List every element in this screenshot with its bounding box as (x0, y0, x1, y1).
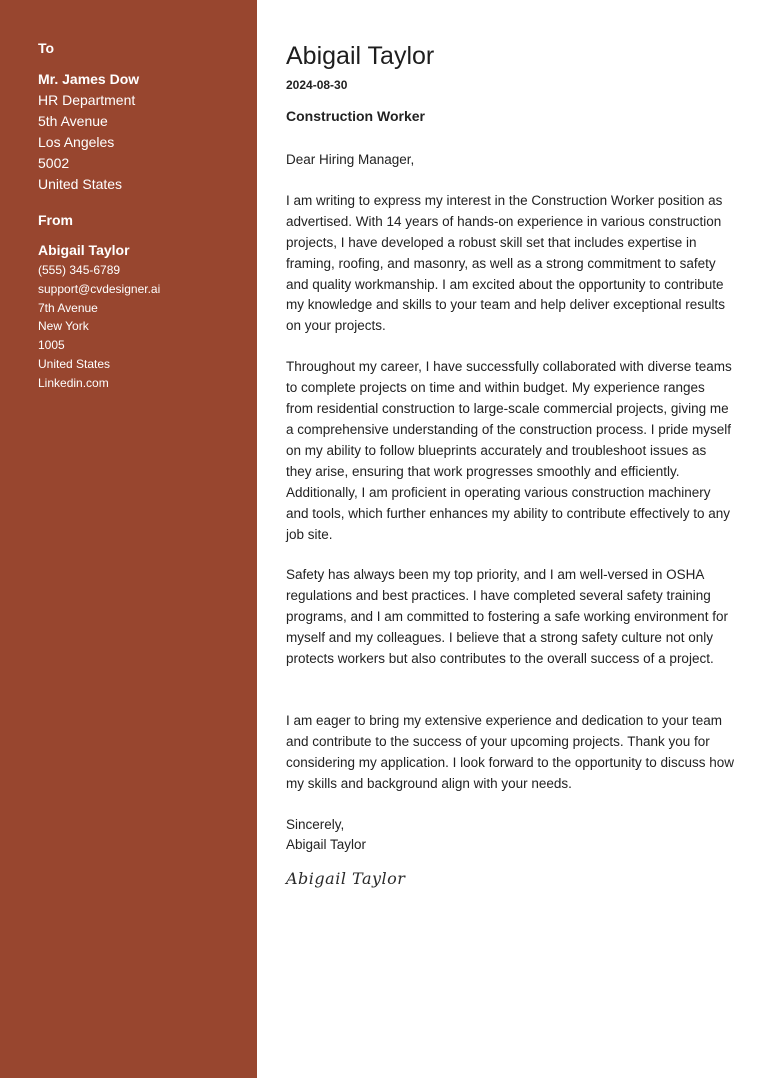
recipient-name: Mr. James Dow (38, 71, 140, 87)
recipient-city: Los Angeles (38, 134, 115, 150)
to-heading: To (38, 40, 55, 56)
paragraph-2: Throughout my career, I have successfully collaborated with diverse teams to complete projects on time and within budget. My experience ranges from residential construction to large-scale commercial projects, giving me a comprehensive understanding of the construction process. I pride myself on my ability to follow blueprints accurately and troubleshoot issues as they arise, ensuring that work progresses smoothly and efficiently. Additionally, I am proficient in operating various construction machinery and tools, which further enhances my ability to contribute effectively to any job site. (286, 359, 732, 542)
sender-name: Abigail Taylor (38, 242, 130, 258)
applicant-name: Abigail Taylor (286, 42, 435, 70)
sender-country: United States (38, 356, 111, 371)
recipient-department: HR Department (38, 92, 136, 108)
sender-city: New York (38, 319, 89, 334)
paragraph-3: Safety has always been my top priority, and I am well-versed in OSHA regulations and best practices. I have completed several safety training programs, and I am committed to fostering a safe working environment for myself and my colleagues. I believe that a strong safety culture not only protects workers but also contributes to the overall success of a project. (286, 567, 728, 667)
sender-phone: (555) 345-6789 (38, 263, 121, 277)
sender-postcode: 1005 (38, 338, 65, 353)
closing: Sincerely, (286, 816, 345, 832)
sidebar (0, 0, 257, 1078)
handwritten-signature: Abigail Taylor (286, 869, 406, 889)
sender-email: support@cvdesigner.ai (38, 281, 161, 296)
job-title: Construction Worker (286, 108, 425, 124)
recipient-country: United States (38, 176, 123, 192)
closing-name: Abigail Taylor (286, 837, 367, 853)
paragraph-1: I am writing to express my interest in the Construction Worker position as advertised. With 14 years of hands-on experience in various construction projects, I have developed a robust skill set that includes expertise in framing, roofing, and masonry, as well as a strong commitment to safety and quality workmanship. I am excited about the opportunity to contribute my knowledge and skills to your team and help deliver exceptional results on your projects. (286, 192, 725, 334)
paragraph-4: I am eager to bring my extensive experience and dedication to your team and contribute to the success of your upcoming projects. Thank you for considering my application. I look forward to the opportunity to discuss how my skills and background align with your needs. (286, 712, 734, 791)
recipient-street: 5th Avenue (38, 113, 108, 129)
recipient-postcode: 5002 (38, 155, 70, 171)
sender-linkedin: Linkedin.com (38, 375, 109, 390)
letter-body (257, 0, 768, 1078)
salutation: Dear Hiring Manager, (286, 152, 415, 167)
letter-date: 2024-08-30 (286, 78, 348, 92)
sender-street: 7th Avenue (38, 300, 98, 315)
from-heading: From (38, 212, 73, 228)
